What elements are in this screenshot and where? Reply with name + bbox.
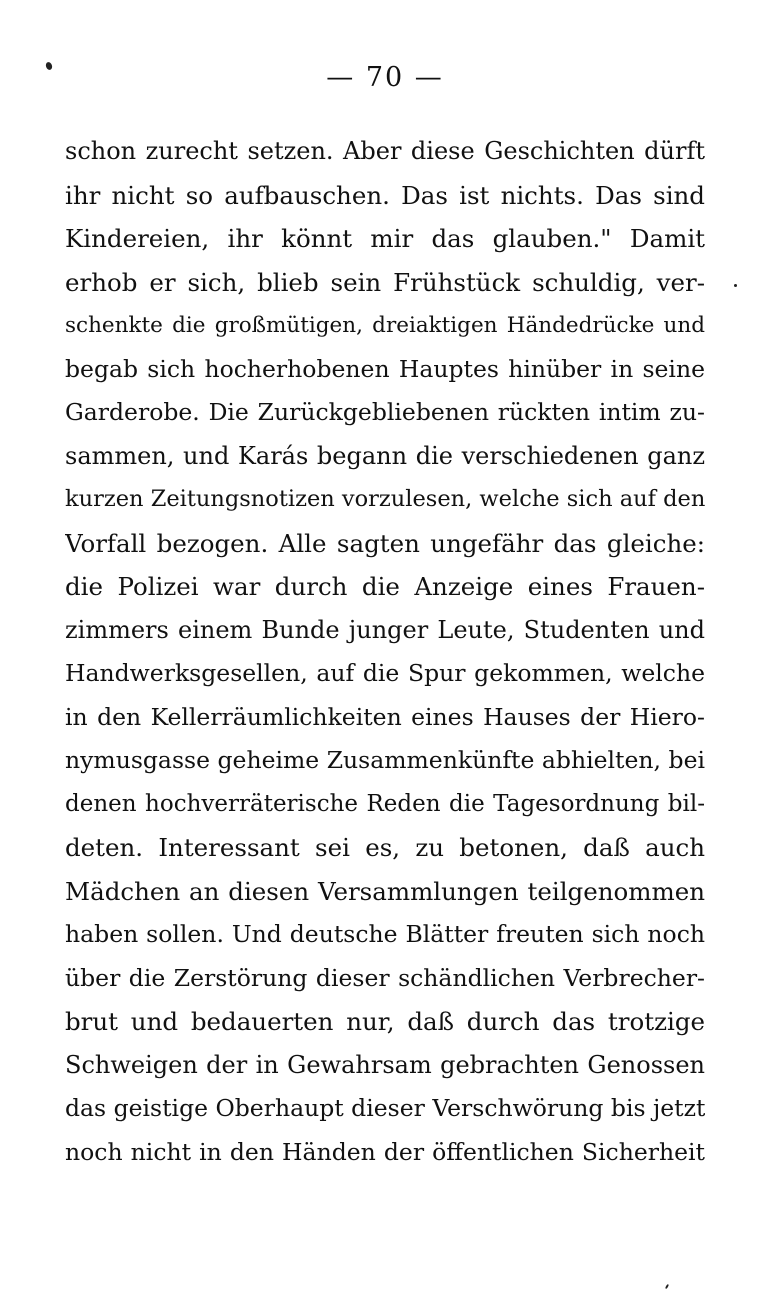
text-line: zimmers einem Bunde junger Leute, Studenten und xyxy=(65,615,705,644)
text-line: Mädchen an diesen Versammlungen teilgenommen xyxy=(65,876,705,906)
text-line: denen hochverräterische Reden die Tagesordnung bil- xyxy=(65,790,705,817)
text-line: die Polizei war durch die Anzeige eines Frauen- xyxy=(65,572,705,601)
text-line: Garderobe. Die Zurückgebliebenen rückten intim zu- xyxy=(65,398,705,426)
text-line: nymusgasse geheime Zusammenkünfte abhielten, bei xyxy=(65,746,705,774)
text-line: begab sich hocherhobenen Hauptes hinüber in seine xyxy=(65,354,705,383)
text-line: das geistige Oberhaupt dieser Verschwörung bis jetzt xyxy=(65,1094,705,1122)
text-line: in den Kellerräumlichkeiten eines Hauses der Hiero- xyxy=(65,702,705,731)
text-line: über die Zerstörung dieser schändlichen Verbrecher- xyxy=(65,963,705,992)
text-line: schon zurecht setzen. Aber diese Geschichten dürft xyxy=(65,137,705,165)
text-line: erhob er sich, blieb sein Frühstück schuldig, ver- xyxy=(65,267,705,297)
print-speck xyxy=(665,1284,669,1289)
text-line: sammen, und Karás begann die verschiedenen ganz xyxy=(65,441,705,470)
page-number: — 70 — xyxy=(326,62,444,93)
text-line: deten. Interessant sei es, zu betonen, daß auch xyxy=(65,833,705,862)
text-line: ihr nicht so aufbauschen. Das ist nichts. Das sind xyxy=(65,180,705,210)
text-line: Kindereien, ihr könnt mir das glauben." Damit xyxy=(65,224,705,253)
print-speck xyxy=(734,284,737,287)
text-line: Handwerksgesellen, auf die Spur gekommen, welche xyxy=(65,659,705,687)
text-line: schenkte die großmütigen, dreiaktigen Händedrücke und xyxy=(65,313,705,338)
text-line: Schweigen der in Gewahrsam gebrachten Genossen xyxy=(65,1050,705,1079)
text-line: noch nicht in den Händen der öffentlichen Sicherheit xyxy=(65,1137,705,1166)
text-line: brut und bedauerten nur, daß durch das trotzige xyxy=(65,1007,705,1036)
text-line: haben sollen. Und deutsche Blätter freuten sich noch xyxy=(65,920,705,948)
text-line: Vorfall bezogen. Alle sagten ungefähr das gleiche: xyxy=(65,528,705,558)
body-text xyxy=(65,130,705,1174)
text-line: kurzen Zeitungsnotizen vorzulesen, welche sich auf den xyxy=(65,486,705,512)
